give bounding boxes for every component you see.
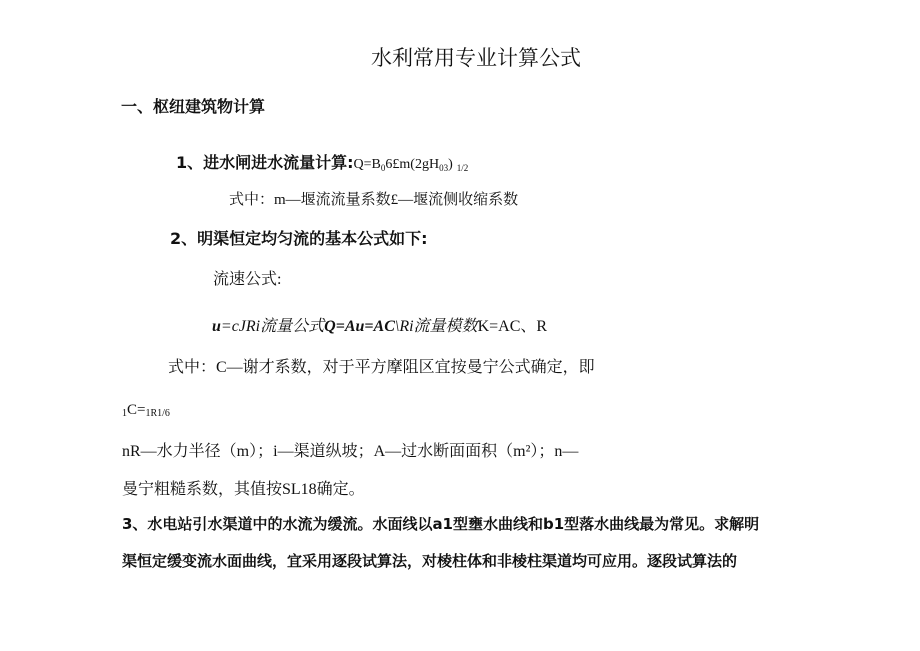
item-2-heading: 2、明渠恒定均匀流的基本公式如下: [170, 229, 428, 248]
formula-part: 流量公式 [260, 318, 325, 335]
formula-part: u [212, 318, 221, 335]
formula-part: Au [344, 318, 365, 335]
formula-part: R1/6 [150, 408, 170, 419]
definitions-line: nR—水力半径（m）；i—渠道纵坡；A—过水断面面积（m²）；n— [122, 443, 579, 460]
item-1-formula [354, 157, 469, 172]
item-1-label: 1、进水闸进水流量计算: [176, 153, 354, 172]
item-3-line-1: 3、水电站引水渠道中的水流为缓流。水面线以a1型壅水曲线和b1型落水曲线最为常见。求解明 [122, 515, 760, 533]
velocity-formula-label: 流速公式: [213, 271, 282, 288]
formula-part: K=AC、R [477, 318, 548, 335]
item-1 [176, 150, 468, 173]
formula-part: 流量模数 [413, 318, 478, 335]
manning-line: 曼宁粗糙系数，其值按SL18确定。 [122, 481, 365, 498]
note-2: 式中：C—谢才系数，对于平方摩阻区宜按曼宁公式确定，即 [168, 359, 595, 376]
manning-formula [122, 402, 170, 419]
formula-part: = [335, 318, 345, 335]
formula-exponent: 1/2 [456, 163, 469, 173]
section-heading: 一、枢纽建筑物计算 [121, 97, 266, 116]
formula-part: =cJRi [220, 318, 261, 335]
formula-part: Q [324, 318, 336, 335]
item-3-line-2: 渠恒定缓变流水面曲线，宜采用逐段试算法，对棱柱体和非棱柱渠道均可应用。逐段试算法的 [122, 552, 738, 570]
item-1-note: 式中：m—堰流流量系数£—堰流侧收缩系数 [229, 192, 519, 208]
formula-2 [212, 313, 547, 336]
formula-part: \Ri [394, 318, 414, 335]
formula-part: AC [373, 318, 395, 335]
formula-part: 1 [122, 408, 127, 419]
formula-subscript: 03 [439, 163, 449, 173]
formula-part: Q=B [353, 157, 381, 172]
formula-part: ) [448, 157, 453, 172]
formula-part: C= [127, 402, 146, 418]
formula-subscript: 0 [380, 163, 386, 173]
formula-part: 6£m(2gH [385, 157, 440, 172]
formula-part: = [364, 318, 374, 335]
formula-part: 1 [145, 408, 151, 419]
doc-title: 水利常用专业计算公式 [371, 46, 581, 70]
